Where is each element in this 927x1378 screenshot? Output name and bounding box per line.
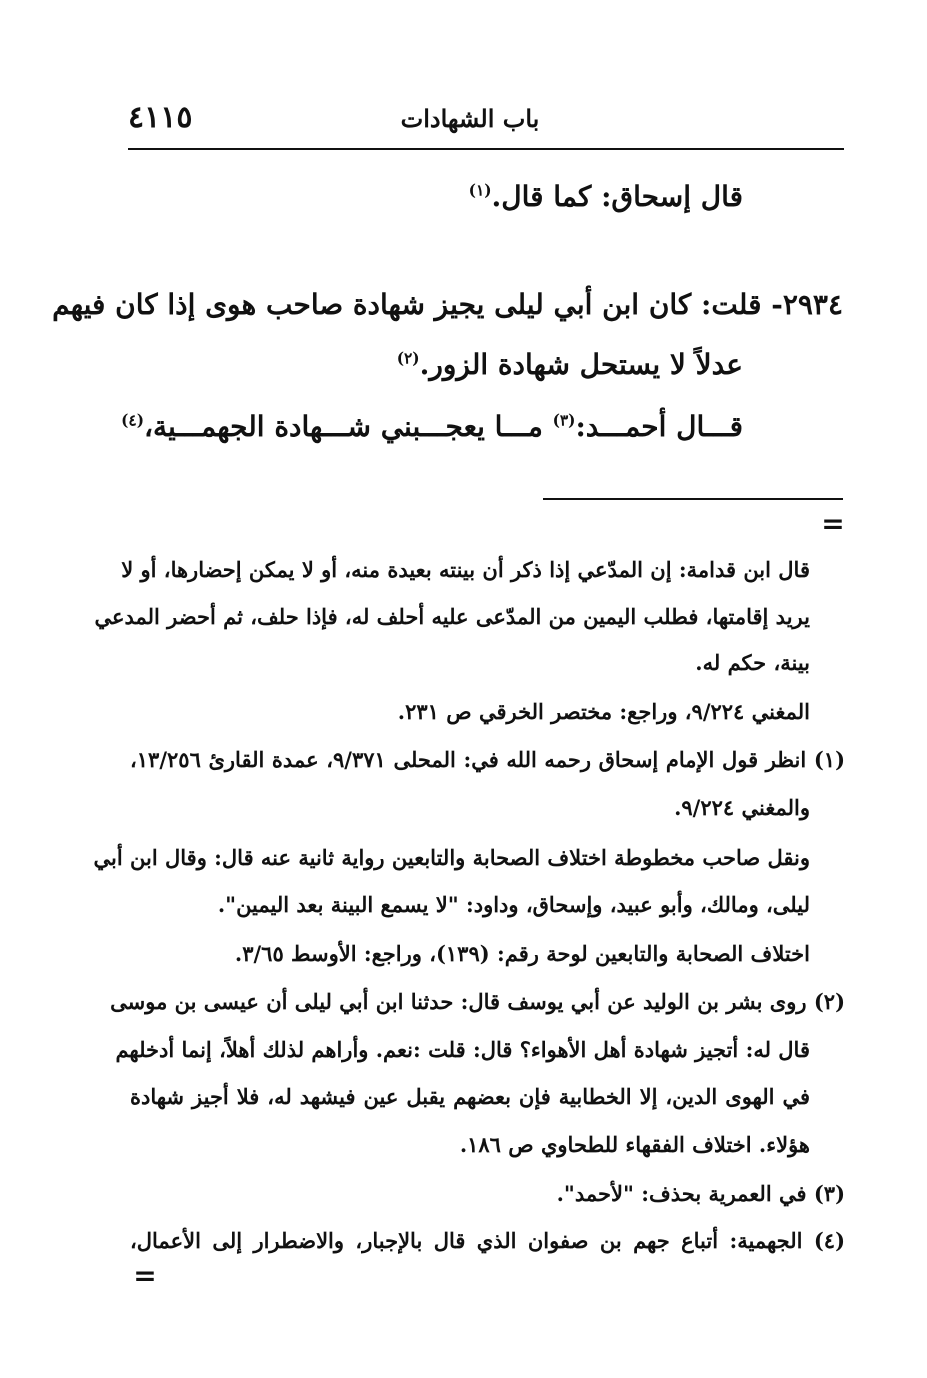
footnote-1-line1: (١) انظر قول الإمام إسحاق رحمه الله في: المحلى ٩/٣٧١، عمدة القارئ ١٣/٢٥٦، xyxy=(130,747,845,772)
entry-2934-line1: ٢٩٣٤- قلت: كان ابن أبي ليلى يجيز شهادة صاحب هوى إذا كان فيهم xyxy=(52,288,843,321)
ahmad-answer-line xyxy=(120,406,743,448)
footnote-ref-2: (٢) xyxy=(396,349,420,368)
footnote-line: يريد إقامتها، فطلب اليمين من المدّعى عليه أحلف له، فإذا حلف، ثم أحضر المدعي xyxy=(94,604,810,629)
footnote-ref-1: (١) xyxy=(468,181,492,200)
footnote-2-line1: (٢) روى بشر بن الوليد عن أبي يوسف قال: حدثنا ابن أبي ليلى أن عيسى بن موسى xyxy=(110,989,845,1014)
ahmad-answer-text: مـــا يعجـــبني شـــهادة الجهمـــية، xyxy=(143,410,553,443)
main-line-ishaq-text: قال إسحاق: كما قال. xyxy=(491,180,743,213)
footnote-4-line1: (٤) الجهمية: أتباع جهم بن صفوان الذي قال بالإجبار، والاضطرار إلى الأعمال، xyxy=(130,1228,845,1253)
footnote-1-line5: اختلاف الصحابة والتابعين لوحة رقم: (١٣٩)، وراجع: الأوسط ٣/٦٥. xyxy=(234,941,810,966)
header-rule xyxy=(128,148,844,150)
footnote-1-line4: ليلى، ومالك، وأبو عبيد، وإسحاق، وداود: "لا يسمع البينة بعد اليمين". xyxy=(217,892,810,917)
footnote-line: قال ابن قدامة: إن المدّعي إذا ذكر أن بينته بعيدة منه، أو لا يمكن إحضارها، أو لا xyxy=(121,557,810,582)
continuation-mark-top: = xyxy=(821,507,845,540)
main-line-ishaq xyxy=(468,176,743,218)
footnote-2-line2: قال له: أتجيز شهادة أهل الأهواء؟ قال: قلت :نعم. وأراهم لذلك أهلاً، إنما أدخلهم xyxy=(115,1037,810,1062)
footnote-separator xyxy=(543,498,843,500)
footnote-3: (٣) في العمرية بحذف: "لأحمد". xyxy=(556,1181,845,1206)
chapter-title: باب الشهادات xyxy=(400,104,540,133)
footnote-2-line4: هؤلاء. اختلاف الفقهاء للطحاوي ص ١٨٦. xyxy=(459,1132,810,1157)
footnote-line: المغني ٩/٢٢٤، وراجع: مختصر الخرقي ص ٢٣١. xyxy=(397,699,810,724)
footnote-1-line3: ونقل صاحب مخطوطة اختلاف الصحابة والتابعين رواية ثانية عنه قال: وقال ابن أبي xyxy=(93,845,810,870)
footnote-line: بينة، حكم له. xyxy=(695,650,810,675)
page-number: ٤١١٥ xyxy=(128,100,193,135)
footnote-2-line3: في الهوى الدين، إلا الخطابية فإن بعضهم يقبل عين فيشهد له، فلا أجيز شهادة xyxy=(130,1084,810,1109)
continuation-mark-bottom: = xyxy=(133,1259,157,1292)
footnote-ref-3: (٣) xyxy=(552,411,576,430)
ahmad-said: قـــال أحمـــد: xyxy=(575,410,743,443)
entry-2934-line2 xyxy=(396,344,743,386)
entry-2934-line2-text: عدلاً لا يستحل شهادة الزور. xyxy=(419,348,743,381)
footnote-ref-4: (٤) xyxy=(121,411,144,430)
footnote-1-line2: والمغني ٩/٢٢٤. xyxy=(674,795,810,820)
